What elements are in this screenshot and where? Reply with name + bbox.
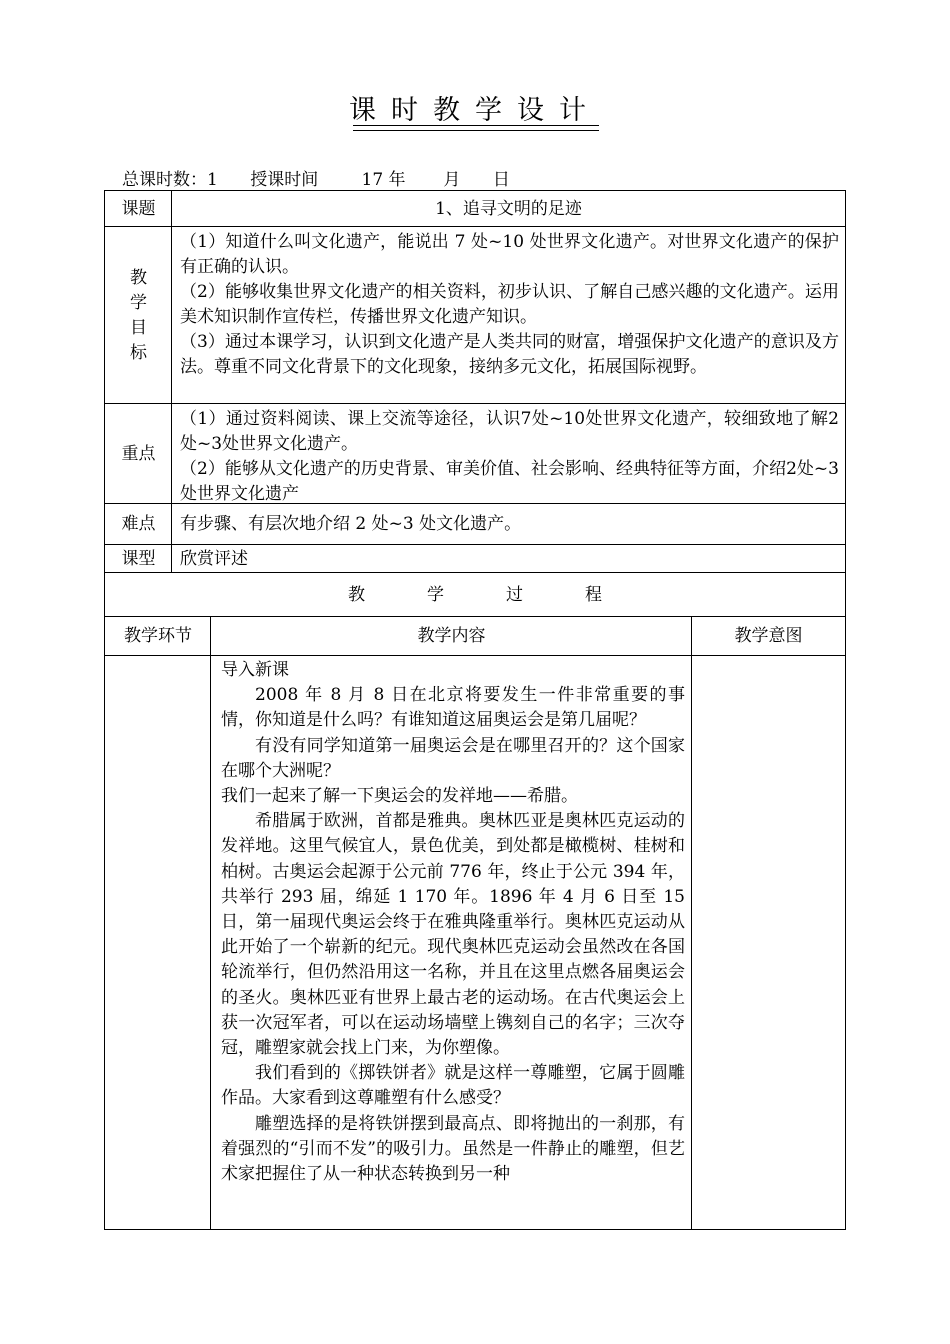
content-paragraph: 我们一起来了解一下奥运会的发祥地——希腊。	[221, 786, 578, 807]
total-hours: 总课时数：1	[122, 170, 218, 190]
objective-item: （2）能够收集世界文化遗产的相关资料，初步认识、了解自己感兴趣的文化遗产。运用美术知识制作宣传栏，传播世界文化遗产知识。	[180, 282, 839, 327]
col-header-content: 教学内容	[210, 616, 692, 656]
lesson-info-line	[122, 165, 510, 190]
objectives-label-char: 目	[130, 317, 147, 338]
content-paragraph: 我们看到的《掷铁饼者》就是这样一尊雕塑，它属于圆雕作品。大家看到这尊雕塑有什么感受？	[221, 1063, 685, 1109]
content-paragraph: 雕塑选择的是将铁饼摆到最高点、即将抛出的一刹那，有着强烈的“引而不发”的吸引力。虽然是一件静止的雕塑，但艺术家把握住了从一种状态转换到另一种	[221, 1113, 685, 1185]
objectives-label	[104, 226, 172, 404]
col-header-stage: 教学环节	[104, 616, 211, 656]
topic-value: 1、追寻文明的足迹	[171, 190, 846, 227]
process-heading	[104, 572, 846, 617]
key-points-label: 重点	[104, 403, 172, 504]
difficulty-label: 难点	[104, 503, 172, 545]
objectives-label-char: 学	[130, 292, 147, 313]
content-paragraph: 希腊属于欧洲，首都是雅典。奥林匹亚是奥林匹克运动的发祥地。这里气候宜人，景色优美，到处都是橄榄树、桂树和柏树。古奥运会起源于公元前 776 年，终止于公元 394 年，共举行 293 届，绵延 1 170 年。1896 年 4 月 6 日至 15 日，第一届现代奥运会终于在雅典隆重举行。奥林匹克运动从此开始了一个崭新的纪元。现代奥林匹克运动会虽然改在各国轮流举行，但仍然沿用这一名称，并且在这里点燃各届奥运会的圣火。奥林匹亚有世界上最古老的运动场。在古代奥运会上获一次冠军者，可以在运动场墙壁上镌刻自己的名字；三次夺冠，雕塑家就会找上门来，为你塑像。	[221, 811, 685, 1059]
stage-cell	[104, 655, 211, 1230]
intro-heading: 导入新课	[221, 660, 289, 680]
content-cell	[210, 655, 692, 1230]
objectives-label-char: 标	[130, 342, 147, 363]
process-heading-text: 教学过程	[348, 584, 664, 605]
title-underline-top	[353, 125, 599, 126]
content-paragraph: 2008 年 8 月 8 日在北京将要发生一件非常重要的事情，你知道是什么吗？有谁知道这届奥运会是第几届呢？	[221, 685, 685, 731]
title-underline-bottom	[353, 130, 599, 131]
teaching-day: 日	[492, 170, 510, 190]
intent-cell	[691, 655, 846, 1230]
lesson-type-value: 欣赏评述	[171, 544, 846, 573]
key-point-item: （1）通过资料阅读、课上交流等途径，认识7处~10处世界文化遗产，较细致地了解2处~3处世界文化遗产。	[180, 409, 839, 454]
lesson-type-label: 课型	[104, 544, 172, 573]
col-header-intent: 教学意图	[691, 616, 846, 656]
difficulty-value: 有步骤、有层次地介绍 2 处~3 处文化遗产。	[171, 503, 846, 545]
key-point-item: （2）能够从文化遗产的历史背景、审美价值、社会影响、经典特征等方面，介绍2处~3处世界文化遗产	[180, 459, 839, 504]
teaching-month: 月	[443, 170, 461, 190]
key-points-content	[171, 403, 846, 504]
objectives-content	[171, 226, 846, 404]
teaching-year: 17 年	[361, 170, 406, 190]
teaching-time-label: 授课时间	[250, 170, 319, 190]
objective-item: （1）知道什么叫文化遗产，能说出 7 处~10 处世界文化遗产。对世界文化遗产的保护有正确的认识。	[180, 232, 839, 277]
objectives-label-char: 教	[130, 267, 147, 288]
topic-label: 课题	[104, 190, 172, 227]
content-paragraph: 有没有同学知道第一届奥运会是在哪里召开的？这个国家在哪个大洲呢？	[221, 735, 685, 781]
objective-item: （3）通过本课学习，认识到文化遗产是人类共同的财富，增强保护文化遗产的意识及方法。尊重不同文化背景下的文化现象，接纳多元文化，拓展国际视野。	[180, 332, 839, 377]
page-title: 课时教学设计	[349, 95, 601, 126]
